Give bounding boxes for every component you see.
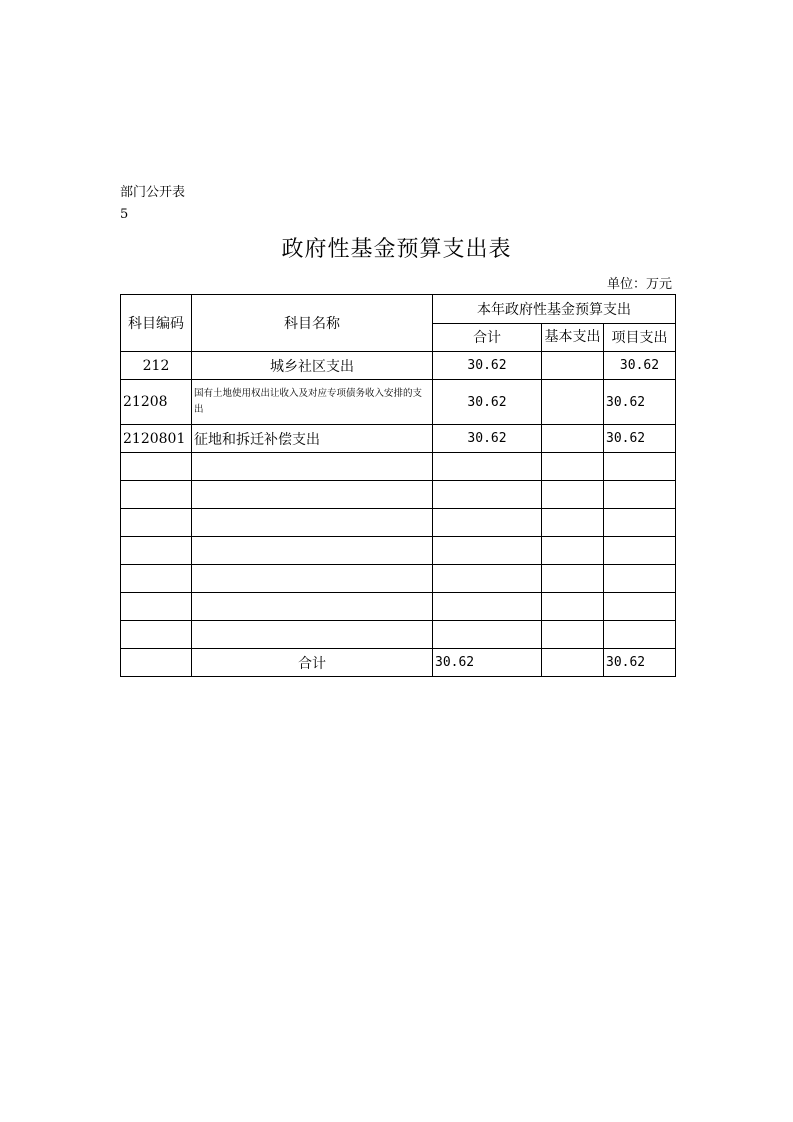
row-total: 30.62	[433, 380, 542, 425]
total-code-cell	[121, 649, 192, 677]
table-row	[121, 352, 676, 380]
row-name: 国有土地使用权出让收入及对应专项债务收入安排的支出	[192, 380, 433, 425]
row-basic	[542, 380, 604, 425]
row-basic	[542, 352, 604, 380]
empty-cell	[121, 537, 192, 565]
empty-cell	[604, 537, 676, 565]
empty-cell	[121, 481, 192, 509]
header-project: 项目支出	[604, 323, 676, 352]
row-total: 30.62	[433, 352, 542, 380]
row-name: 城乡社区支出	[192, 352, 433, 380]
row-total: 30.62	[433, 425, 542, 453]
empty-cell	[542, 481, 604, 509]
empty-cell	[121, 593, 192, 621]
empty-cell	[542, 593, 604, 621]
empty-cell	[542, 509, 604, 537]
empty-cell	[433, 481, 542, 509]
total-total: 30.62	[433, 649, 542, 677]
empty-row	[121, 565, 676, 593]
empty-row	[121, 537, 676, 565]
empty-cell	[433, 593, 542, 621]
table-row	[121, 425, 676, 453]
header-total: 合计	[433, 323, 542, 352]
row-project: 30.62	[604, 425, 676, 453]
empty-cell	[542, 453, 604, 481]
empty-row	[121, 453, 676, 481]
empty-cell	[542, 621, 604, 649]
header-name: 科目名称	[192, 295, 433, 352]
document-label-number: 5	[120, 207, 129, 222]
empty-cell	[192, 481, 433, 509]
empty-cell	[433, 453, 542, 481]
empty-cell	[192, 621, 433, 649]
empty-cell	[192, 537, 433, 565]
empty-cell	[604, 621, 676, 649]
empty-cell	[542, 565, 604, 593]
table-row	[121, 380, 676, 425]
row-code: 212	[121, 352, 192, 380]
empty-cell	[604, 593, 676, 621]
empty-row	[121, 481, 676, 509]
row-name: 征地和拆迁补偿支出	[192, 425, 433, 453]
empty-row	[121, 509, 676, 537]
empty-cell	[121, 509, 192, 537]
row-code: 21208	[121, 380, 192, 425]
empty-cell	[121, 565, 192, 593]
row-project: 30.62	[604, 380, 676, 425]
empty-cell	[192, 509, 433, 537]
empty-cell	[192, 453, 433, 481]
empty-cell	[433, 509, 542, 537]
row-basic	[542, 425, 604, 453]
header-row-1	[121, 295, 676, 324]
empty-cell	[192, 565, 433, 593]
empty-cell	[604, 453, 676, 481]
empty-cell	[433, 621, 542, 649]
header-group: 本年政府性基金预算支出	[433, 295, 676, 324]
page-title: 政府性基金预算支出表	[281, 237, 512, 262]
row-code: 2120801	[121, 425, 192, 453]
document-label	[120, 182, 185, 226]
header-basic: 基本支出	[542, 323, 604, 352]
total-row	[121, 649, 676, 677]
unit-label: 单位：万元	[606, 277, 672, 292]
empty-cell	[604, 481, 676, 509]
empty-cell	[121, 621, 192, 649]
empty-cell	[604, 565, 676, 593]
empty-cell	[433, 565, 542, 593]
total-basic	[542, 649, 604, 677]
document-label-category: 部门公开表	[120, 185, 186, 200]
empty-cell	[433, 537, 542, 565]
empty-cell	[192, 593, 433, 621]
empty-cell	[542, 537, 604, 565]
total-label: 合计	[192, 649, 433, 677]
empty-cell	[121, 453, 192, 481]
budget-table	[120, 294, 676, 677]
total-project: 30.62	[604, 649, 676, 677]
empty-cell	[604, 509, 676, 537]
empty-row	[121, 593, 676, 621]
header-code: 科目编码	[121, 295, 192, 352]
row-project: 30.62	[604, 352, 676, 380]
empty-row	[121, 621, 676, 649]
